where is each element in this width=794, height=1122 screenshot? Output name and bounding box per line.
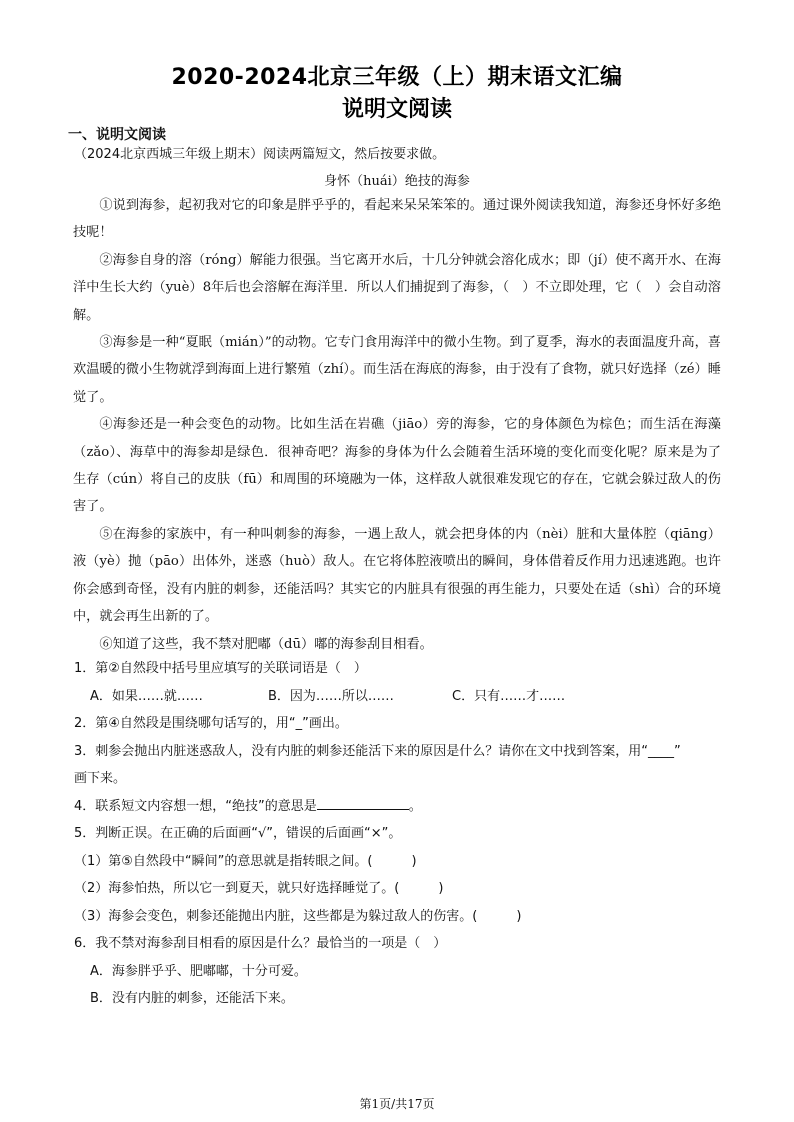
question-5-item-2: （2）海参怕热，所以它一到夏天，就只好选择睡觉了。( ) bbox=[74, 881, 444, 896]
document-subtitle: 说明文阅读 bbox=[341, 97, 452, 122]
question-4-text: 4．联系短文内容想一想，“绝技”的意思是 bbox=[74, 798, 317, 814]
option-c: C．只有……才…… bbox=[452, 688, 566, 704]
passage-paragraph-2: ②海参自身的溶（róng）解能力很强。当它离开水后，十几分钟就会溶化成水；即（jí）使不离开水、在海洋中生长大约（yuè）8年后也会溶解在海洋里．所以人们捕捉到了海参，（ ）不立即处理，它（ ）会自动溶解。 bbox=[73, 252, 721, 323]
passage-body bbox=[73, 192, 721, 658]
question-3-line-1: 3．刺参会抛出内脏迷惑敌人，没有内脏的刺参还能活下来的原因是什么？请你在文中找到答案，用“____” bbox=[74, 743, 681, 759]
question-2: 2．第④自然段是围绕哪句话写的，用“_”画出。 bbox=[74, 716, 348, 731]
question-6-option-a: A．海参胖乎乎、肥嘟嘟，十分可爱。 bbox=[90, 963, 307, 979]
question-6-option-b: B．没有内脏的刺参，还能活下来。 bbox=[90, 991, 294, 1006]
question-1-options bbox=[74, 683, 724, 711]
passage-paragraph-1: ①说到海参，起初我对它的印象是胖乎乎的，看起来呆呆笨笨的。通过课外阅读我知道，海参还身怀好多绝技呢！ bbox=[73, 198, 721, 241]
answer-blank[interactable] bbox=[317, 795, 409, 810]
question-5-item-3: （3）海参会变色，刺参还能抛出内脏，这些都是为躲过敌人的伤害。( ) bbox=[74, 908, 522, 924]
passage-paragraph-6: ⑥知道了这些，我不禁对肥嘟（dū）嘟的海参刮目相看。 bbox=[99, 636, 433, 652]
question-4-end: 。 bbox=[408, 798, 422, 814]
question-3-line-2: 画下来。 bbox=[74, 771, 127, 786]
question-6: 6．我不禁对海参刮目相看的原因是什么？最恰当的一项是（ ） bbox=[74, 936, 447, 951]
question-list bbox=[74, 655, 724, 1013]
passage-title: 身怀（huái）绝技的海参 bbox=[324, 174, 470, 189]
passage-paragraph-5: ⑤在海参的家族中，有一种叫刺参的海参，一遇上敌人，就会把身体的内（nèi）脏和大量体腔（qiāng）液（yè）抛（pāo）出体外，迷惑（huò）敌人。在它将体腔液喷出的瞬间，身体借着反作用力迅速逃跑。也许你会感到奇怪，没有内脏的刺参，还能活吗？其实它的内脏具有很强的再生能力，只要处在适（shì）合的环境中，就会再生出新的了。 bbox=[73, 526, 721, 625]
page-number: 第1页/共17页 bbox=[359, 1097, 435, 1111]
passage-paragraph-4: ④海参还是一种会变色的动物。比如生活在岩礁（jiāo）旁的海参，它的身体颜色为棕色；而生活在海藻（zǎo）、海草中的海参却是绿色．很神奇吧？海参的身体为什么会随着生活环境的变化而变化呢？原来是为了生存（cún）将自己的皮肤（fū）和周围的环境融为一体，这样敌人就很难发现它的存在，它就会躲过敌人的伤害了。 bbox=[73, 417, 721, 515]
question-1: 1．第②自然段中括号里应填写的关联词语是（ ） bbox=[74, 661, 367, 676]
option-a: A．如果……就…… bbox=[90, 688, 203, 704]
question-5-item-1: （1）第⑤自然段中“瞬间”的意思就是指转眼之间。( ) bbox=[74, 853, 417, 869]
question-4 bbox=[74, 793, 724, 821]
option-b: B．因为……所以…… bbox=[268, 688, 394, 704]
question-5: 5．判断正误。在正确的后面画“√”，错误的后面画“×”。 bbox=[74, 826, 402, 841]
document-title: 2020-2024北京三年级（上）期末语文汇编 bbox=[171, 65, 623, 90]
passage-paragraph-3: ③海参是一种“夏眠（mián）”的动物。它专门食用海洋中的微小生物。到了夏季，海水的表面温度升高，喜欢温暖的微小生物就浮到海面上进行繁殖（zhí）。而生活在海底的海参，由于没有了食物，就只好选择（zé）睡觉了。 bbox=[73, 335, 721, 405]
section-intro: （2024北京西城三年级上期末）阅读两篇短文，然后按要求做。 bbox=[74, 147, 446, 162]
section-heading: 一、说明文阅读 bbox=[68, 127, 166, 143]
